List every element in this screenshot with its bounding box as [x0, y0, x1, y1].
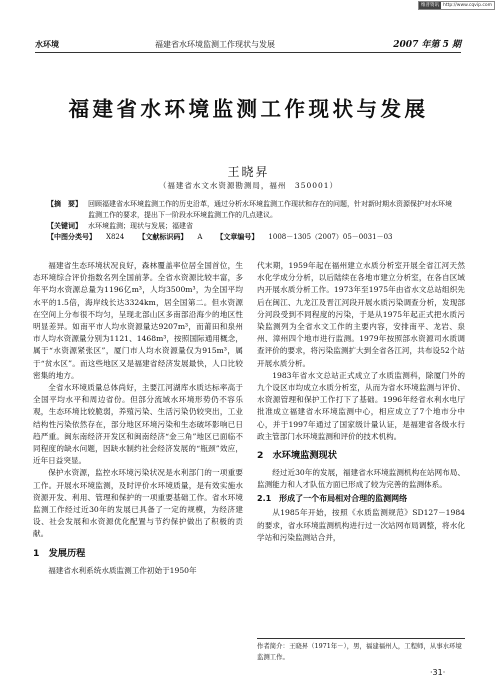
page-number: ·31· — [430, 668, 446, 677]
classification-row — [47, 232, 452, 243]
clc-value: X824 — [106, 233, 125, 241]
author-name: 王晓昇 — [227, 165, 270, 179]
doc-code-label: 【文献标识码】 — [138, 233, 188, 241]
body-paragraph: 福建省水利系统水质监测工作初始于1950年 — [48, 565, 197, 575]
watermark-left: 维普资讯 — [421, 3, 439, 8]
section-heading: 2 水环境监测现状 — [257, 450, 337, 462]
abstract-text: 回顾福建省水环境监测工作的历史沿革，通过分析水环境监测工作现状和存在的问题，针对新时期水资源保护对水环境监测工作的要求，提出下一阶段水环境监测工作的几点建议。 — [88, 200, 452, 219]
keywords-label: 【关键词】 — [47, 222, 82, 230]
left-column — [33, 260, 243, 577]
body-paragraph: 福建省生态环境状况良好，森林覆盖率位居全国首位，生态环境综合评价指数名列全国前茅。全省水资源比较丰富，多年平均水资源总量为1196亿m³，人均3500m³，为全国平均水平的1.5倍，海岸线长达3324km，居全国第二。但水资源在空间上分布很不均匀，呈现北部山区多南部沿海少的地区性明显差异。如南平市人均水资源量达9207m³，而莆田和泉州市人均水资源量分别为1121、1468m³，按照国际通用概念，属于“水资源紧张区”，厦门市人均水资源量仅为915m³，属于“贫水区”。而这些地区又是福建省经济发展最快，人口比较密集的地方。 — [33, 261, 243, 380]
body-paragraph: 1983年省水文总站正式成立了水质监测科，除厦门外的九个设区市均成立水质分析室，从而为省水环境监测与评价、水资源管理和保护工作打下了基础。1996年经省水利水电厅批准成立福建省水环境监测中心，相应成立了7个地市分中心，并于1997年通过了国家级计量认证，是福建省各级水行政主管部门水环境监测和评价的技术机构。 — [257, 370, 465, 441]
issue-label: 2007 年第 5 期 — [393, 40, 461, 50]
running-title: 福建省水环境监测工作现状与发展 — [155, 40, 275, 49]
running-header — [35, 36, 461, 53]
author-footnote: 作者简介：王晓昇（1971年－），男，福建福州人，工程师，从事水环境监测工作。 — [257, 638, 465, 662]
section-heading: 1 发展历程 — [33, 547, 86, 559]
right-column — [257, 260, 465, 544]
keywords-text: 水环境监测；现状与发展；福建省 — [88, 222, 193, 230]
body-paragraph: 全省水环境质量总体尚好，主要江河湖库水质达标率高于全国平均水平和周边省份。但部分流域水环境形势仍不容乐观，生态环境比较脆弱，养殖污染、生活污染仍较突出，工业结构性污染依然存在，部分地区环境污染和生态破坏影响已日趋严重。闽东南经济开发区和闽南经济“金三角”地区已面临不同程度的缺水问题，因缺水制约社会经济发展的“瓶颈”效应，近年日益突显。 — [33, 383, 243, 466]
watermark — [418, 1, 495, 10]
article-id-label: 【文章编号】 — [216, 233, 259, 241]
body-paragraph: 代末期，1959年起在福州建立水质分析室开展全省江河天然水化学成分分析，以后陆续在各地市建立分析室，在各自区域内开展水质分析工作。1973年至1975年由省水文总站组织先后在闽江、九龙江及晋江河段开展水质污染调查分析，发现部分河段受到不同程度的污染，于是从1975年起正式把水质污染监测列为全省水文工作的主要内容，安排南平、龙岩、泉州、漳州四个地市进行监测。1979年按照部水资源司水质调查评价的要求，将污染监测扩大到全省各江河，共布设52个站开展水质分析。 — [257, 261, 465, 368]
article-title: 福建省水环境监测工作现状与发展 — [68, 97, 429, 121]
article-id-value: 1008－1305（2007）05－0031－03 — [268, 233, 393, 241]
journal-name: 水环境 — [35, 40, 59, 49]
watermark-right: http://www.cqvip.com — [443, 3, 492, 8]
clc-label: 【中图分类号】 — [47, 233, 96, 241]
doc-code-value: A — [197, 233, 203, 241]
abstract-block — [47, 199, 452, 243]
body-paragraph: 从1985年开始，按照《水质监测规范》SD127－1984的要求，省水环境监测机构进行过一次站网布局调整，将水化学站和污染监测站合并， — [257, 508, 465, 542]
abstract-row — [47, 199, 452, 221]
abstract-label: 【摘 要】 — [47, 200, 82, 208]
author-affiliation: （福建省水文水资源勘测局，福州 350001） — [158, 181, 339, 190]
subsection-heading: 2.1 形成了一个布局相对合理的监测网络 — [257, 494, 408, 504]
body-paragraph: 保护水资源，监控水环境污染状况是水利部门的一项重要工作。开展水环境监测，及时评价水环境质量，是有效实施水资源开发、利用、管理和保护的一项重要基础工作。省水环境监测工作经过近30年的发展已具备了一定的规模，为经济建设、社会发展和水资源优化配置与节约保护做出了积极的贡献。 — [33, 468, 243, 539]
body-paragraph: 经过近30年的发展，福建省水环境监测机构在站网布局、监测能力和人才队伍方面已形成了较为完善的监测体系。 — [257, 468, 465, 490]
keywords-row — [47, 221, 452, 232]
